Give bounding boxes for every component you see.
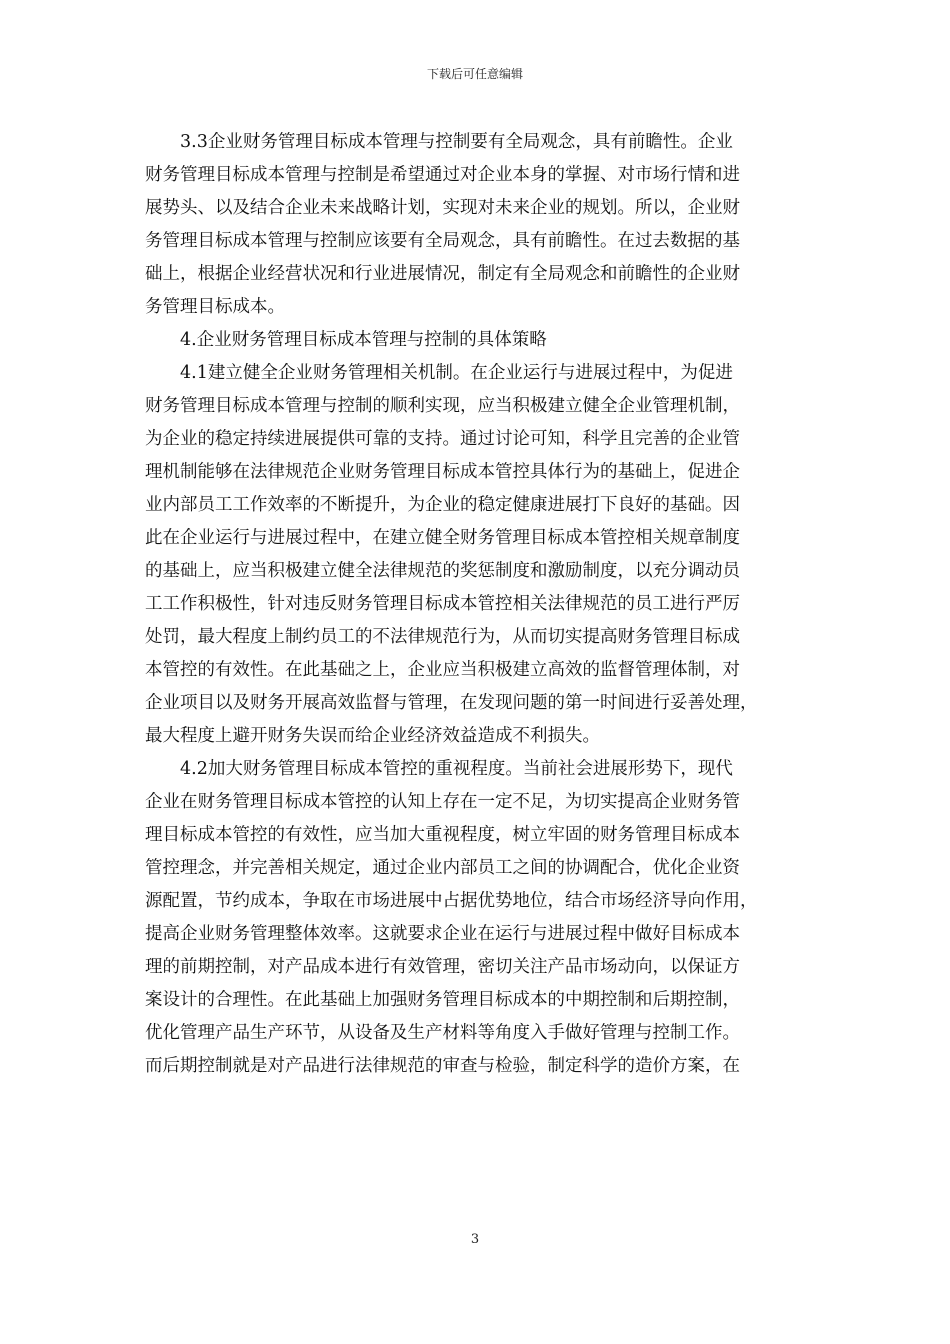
text-line: 础上，根据企业经营状况和行业进展情况，制定有全局观念和前瞻性的企业财 <box>145 264 740 284</box>
text-line: 4.1建立健全企业财务管理相关机制。在企业运行与进展过程中，为促进 <box>180 363 733 383</box>
text-line: 理目标成本管控的有效性，应当加大重视程度，树立牢固的财务管理目标成本 <box>145 825 740 845</box>
text-line: 业内部员工工作效率的不断提升，为企业的稳定健康进展打下良好的基础。因 <box>145 495 740 515</box>
page-header: 下载后可任意编辑 <box>426 67 523 81</box>
text-line: 优化管理产品生产环节，从设备及生产材料等角度入手做好管理与控制工作。 <box>145 1023 740 1043</box>
text-line: 企业项目以及财务开展高效监督与管理，在发现问题的第一时间进行妥善处理， <box>145 693 758 713</box>
text-line: 案设计的合理性。在此基础上加强财务管理目标成本的中期控制和后期控制， <box>145 990 740 1010</box>
text-line: 理机制能够在法律规范企业财务管理目标成本管控具体行为的基础上，促进企 <box>145 462 740 482</box>
text-line: 务管理目标成本。 <box>145 297 285 317</box>
text-line: 处罚，最大程度上制约员工的不法律规范行为，从而切实提高财务管理目标成 <box>145 627 740 647</box>
text-line: 理的前期控制，对产品成本进行有效管理，密切关注产品市场动向，以保证方 <box>145 957 740 977</box>
text-line: 管控理念，并完善相关规定，通过企业内部员工之间的协调配合，优化企业资 <box>145 858 740 878</box>
text-line: 提高企业财务管理整体效率。这就要求企业在运行与进展过程中做好目标成本 <box>145 924 740 944</box>
text-line: 最大程度上避开财务失误而给企业经济效益造成不利损失。 <box>145 726 600 746</box>
text-line: 工工作积极性，针对违反财务管理目标成本管控相关法律规范的员工进行严厉 <box>145 594 740 614</box>
body-text <box>145 126 810 1083</box>
text-line: 4.2加大财务管理目标成本管控的重视程度。当前社会进展形势下，现代 <box>180 759 733 779</box>
text-line: 展势头、以及结合企业未来战略计划，实现对未来企业的规划。所以，企业财 <box>145 198 740 218</box>
text-line: 3.3企业财务管理目标成本管理与控制要有全局观念，具有前瞻性。企业 <box>180 132 733 152</box>
page-number: 3 <box>470 1232 480 1247</box>
text-line: 财务管理目标成本管理与控制是希望通过对企业本身的掌握、对市场行情和进 <box>145 165 740 185</box>
text-line: 本管控的有效性。在此基础之上，企业应当积极建立高效的监督管理体制，对 <box>145 660 740 680</box>
text-line: 的基础上，应当积极建立健全法律规范的奖惩制度和激励制度，以充分调动员 <box>145 561 740 581</box>
text-line: 此在企业运行与进展过程中，在建立健全财务管理目标成本管控相关规章制度 <box>145 528 740 548</box>
text-line: 为企业的稳定持续进展提供可靠的支持。通过讨论可知，科学且完善的企业管 <box>145 429 740 449</box>
section-heading: 4.企业财务管理目标成本管理与控制的具体策略 <box>180 330 547 350</box>
text-line: 企业在财务管理目标成本管控的认知上存在一定不足，为切实提高企业财务管 <box>145 792 740 812</box>
text-line: 源配置，节约成本，争取在市场进展中占据优势地位，结合市场经济导向作用， <box>145 891 758 911</box>
text-line: 而后期控制就是对产品进行法律规范的审查与检验，制定科学的造价方案，在 <box>145 1056 740 1076</box>
text-line: 财务管理目标成本管理与控制的顺利实现，应当积极建立健全企业管理机制， <box>145 396 740 416</box>
text-line: 务管理目标成本管理与控制应该要有全局观念，具有前瞻性。在过去数据的基 <box>145 231 740 251</box>
